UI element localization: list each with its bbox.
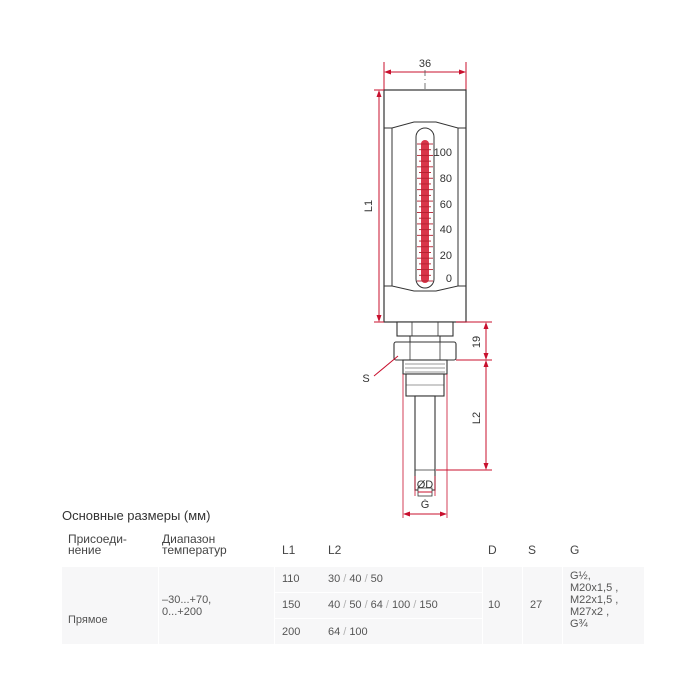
row-l1: 150 bbox=[282, 599, 301, 611]
scale-label: 0 bbox=[445, 273, 452, 285]
l2-value: 100 bbox=[391, 599, 411, 611]
header-g: G bbox=[570, 543, 580, 557]
range-value bbox=[162, 594, 211, 618]
l2-value: 30 bbox=[328, 573, 341, 585]
row-l2 bbox=[328, 573, 383, 585]
row-l1: 200 bbox=[282, 626, 301, 638]
l2-separator: / bbox=[364, 599, 368, 611]
g-value: M22x1,5 , bbox=[570, 594, 619, 606]
scale-label: 40 bbox=[439, 224, 452, 236]
header-s: S bbox=[528, 543, 537, 557]
hex-nut bbox=[394, 342, 456, 360]
header-range-line2: температур bbox=[162, 543, 227, 557]
l2-separator: / bbox=[343, 626, 347, 638]
l2-separator: / bbox=[413, 599, 417, 611]
g-value: G¾ bbox=[570, 618, 588, 630]
l1-dimension-label: L1 bbox=[363, 199, 375, 213]
s-label: S bbox=[362, 373, 370, 385]
l2-value: 50 bbox=[349, 599, 362, 611]
d-dimension-label: ØD bbox=[416, 479, 434, 491]
header-connection-line2: нение bbox=[68, 543, 102, 557]
header-d: D bbox=[488, 543, 497, 557]
l2-value: 64 bbox=[328, 626, 341, 638]
header-connection-line1: Присоеди- bbox=[68, 532, 127, 546]
header-connection bbox=[68, 534, 127, 556]
g-values bbox=[570, 570, 618, 630]
l2-separator: / bbox=[385, 599, 389, 611]
l2-separator: / bbox=[343, 573, 347, 585]
g-dimension-label: G bbox=[420, 499, 430, 511]
s-callout bbox=[362, 356, 398, 385]
header-l2: L2 bbox=[328, 543, 342, 557]
dimensions-table bbox=[62, 532, 644, 644]
d-value: 10 bbox=[488, 599, 501, 611]
width-dimension-label: 36 bbox=[418, 58, 432, 70]
l2-value: 150 bbox=[419, 599, 438, 611]
l2-separator: / bbox=[364, 573, 368, 585]
range-line1: –30...+70, bbox=[162, 594, 212, 606]
l2-value: 64 bbox=[370, 599, 383, 611]
scale-label: 20 bbox=[439, 250, 452, 262]
row-l2 bbox=[328, 626, 368, 638]
scale-label: 60 bbox=[439, 199, 452, 211]
g-value: M20x1,5 , bbox=[570, 582, 619, 594]
s-value: 27 bbox=[530, 599, 543, 611]
row-l1: 110 bbox=[282, 573, 300, 585]
header-l1: L1 bbox=[282, 543, 296, 557]
l2-value: 50 bbox=[370, 573, 383, 585]
l2-value: 40 bbox=[349, 573, 362, 585]
dimension-19 bbox=[456, 322, 492, 360]
g-value: M27x2 , bbox=[570, 606, 610, 618]
l1-dimension bbox=[363, 90, 384, 322]
header-range bbox=[162, 534, 227, 556]
l2-value: 40 bbox=[328, 599, 341, 611]
scale-label: 100 bbox=[433, 147, 452, 159]
thermometer-tube bbox=[416, 128, 434, 288]
l2-separator: / bbox=[343, 599, 347, 611]
range-line2: 0...+200 bbox=[162, 606, 203, 618]
header-range-line1: Диапазон bbox=[162, 532, 216, 546]
l2-value: 100 bbox=[349, 626, 368, 638]
l2-dimension-label: L2 bbox=[471, 411, 483, 425]
dimension-19-label: 19 bbox=[471, 335, 483, 349]
section-title: Основные размеры (мм) bbox=[62, 508, 211, 523]
scale-label: 80 bbox=[439, 173, 452, 185]
connection-value: Прямое bbox=[68, 614, 108, 626]
g-value: G½, bbox=[570, 570, 591, 582]
row-l2 bbox=[328, 599, 438, 611]
